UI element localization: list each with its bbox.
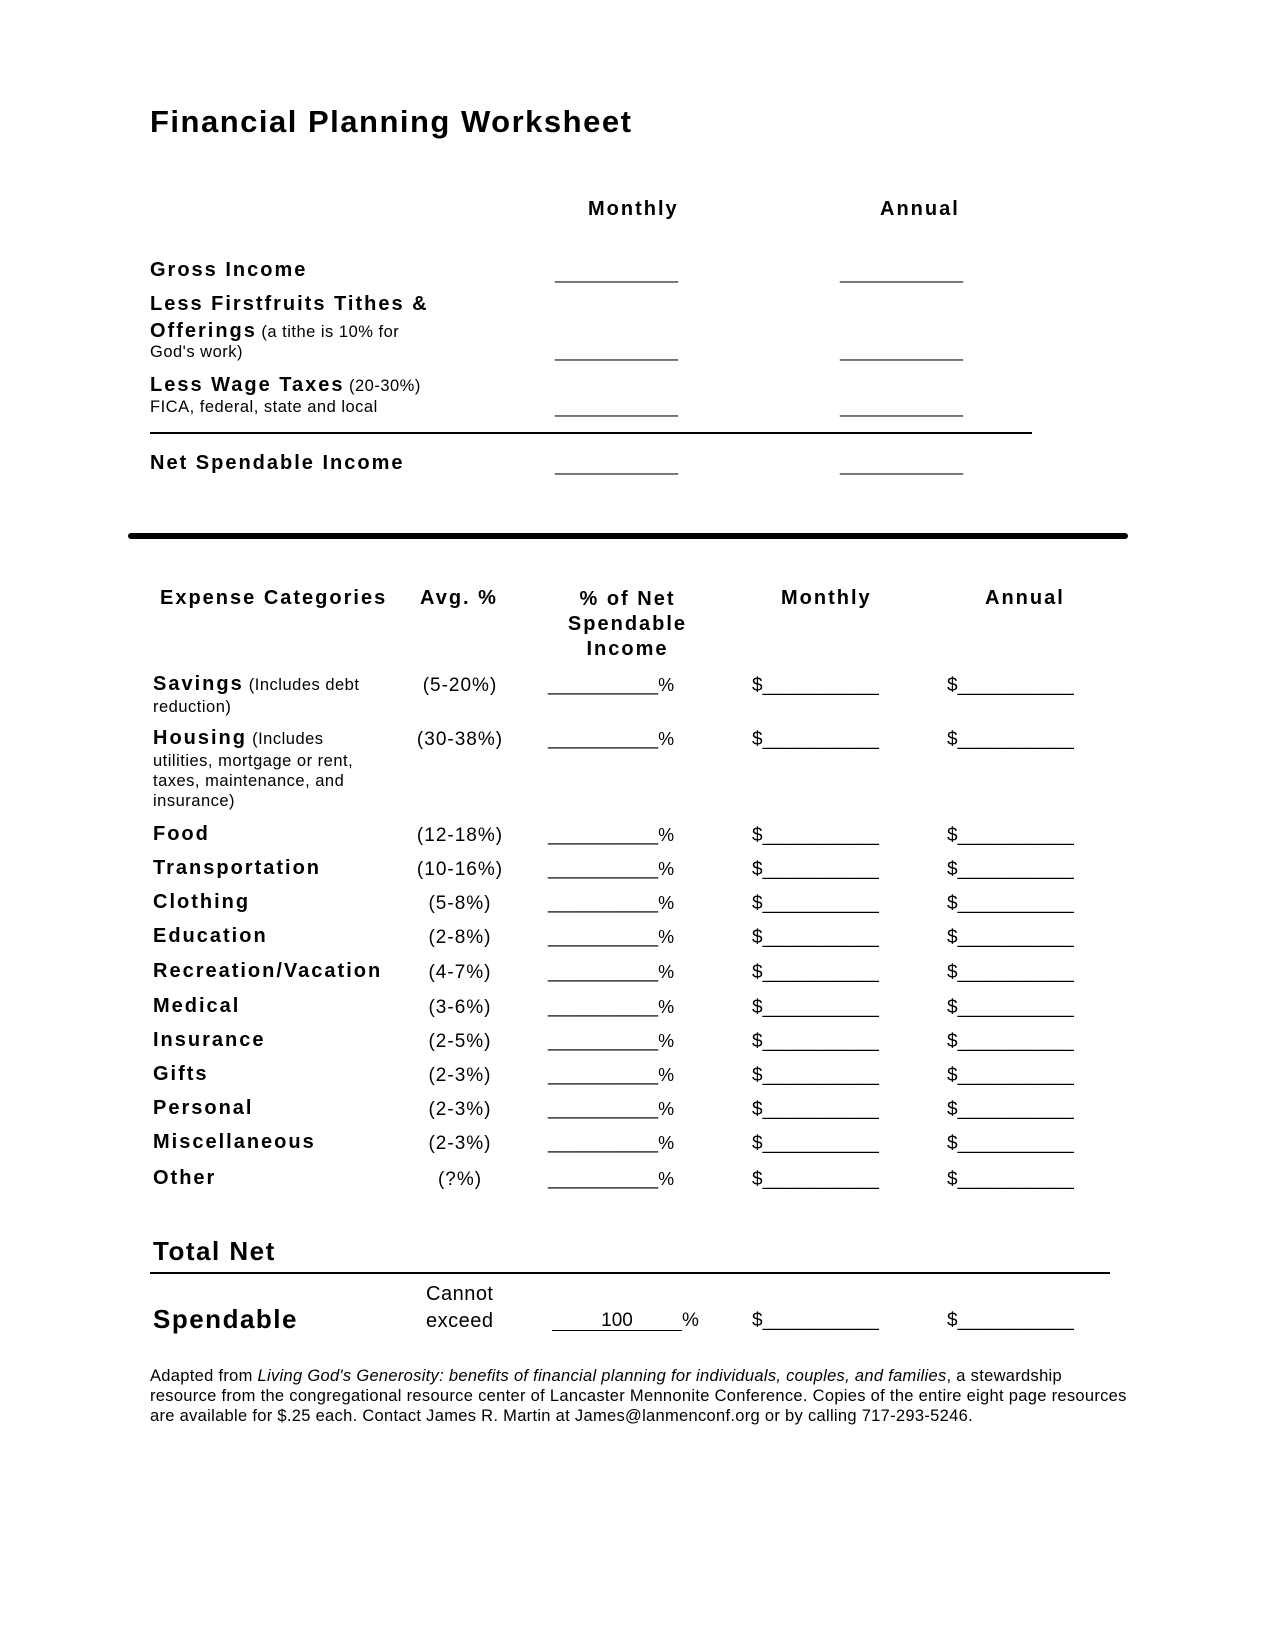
expense-category-name [153,925,268,948]
footer-source-title: Living God's Generosity: benefits of financial planning for individuals, couples, and families [257,1367,947,1385]
footer-suffix: , a stewardship resource from the congregational resource center of Lancaster Mennonite Conference. Copies of the entire eight page resources are available for $.25 each. Contact James R. Martin at James@lanmenconf.org or by calling 717-293-5246. [150,1367,1127,1425]
expense-pct-blank[interactable]: ___________% [548,859,675,879]
net-spendable-income-label: Net Spendable Income [150,452,405,474]
expense-category-name [153,1029,265,1052]
expense-category-label: Gifts [153,1063,209,1085]
gross-income-label: Gross Income [150,259,308,281]
expense-category-name [153,1167,216,1190]
expense-monthly-blank[interactable]: $___________ [752,893,879,914]
page-title: Financial Planning Worksheet [150,104,633,139]
expense-category-label: Medical [153,995,241,1017]
expense-monthly-blank[interactable]: $___________ [752,1099,879,1120]
expense-avg-range: (3-6%) [428,997,492,1018]
expense-category-note-line: reduction) [153,698,232,716]
spendable-label: Spendable [153,1304,298,1334]
expense-category-name [153,823,210,846]
expense-monthly-blank[interactable]: $___________ [752,927,879,948]
taxes-note: FICA, federal, state and local [150,398,378,416]
expense-category-name [153,995,240,1018]
tithes-note: (a tithe is 10% for [261,323,400,341]
expense-annual-blank[interactable]: $___________ [947,1099,1074,1120]
total-annual-blank[interactable]: $___________ [947,1310,1074,1331]
expense-avg-range: (2-3%) [428,1099,492,1120]
expense-monthly-blank[interactable]: $___________ [752,1065,879,1086]
taxes-monthly-blank[interactable]: _____________ [555,398,678,417]
expense-category-note: (Includes [252,730,324,748]
expense-category-label: Miscellaneous [153,1131,316,1153]
pct-net-header [545,587,710,662]
total-monthly-blank[interactable]: $___________ [752,1310,879,1331]
tithes-label-offerings: Offerings [150,320,257,342]
pct-net-header-line1: % of Net [579,588,676,610]
exceed-label: exceed [426,1310,494,1332]
tithes-note-line2: God's work) [150,343,244,361]
expense-pct-blank[interactable]: ___________% [548,729,675,749]
expense-avg-range: (2-3%) [428,1133,492,1154]
expense-category-name [153,1063,209,1086]
expense-pct-blank[interactable]: ___________% [548,997,675,1017]
expense-pct-blank[interactable]: ___________% [548,825,675,845]
expense-annual-blank[interactable]: $___________ [947,962,1074,983]
expense-annual-blank[interactable]: $___________ [947,997,1074,1018]
expense-annual-blank[interactable]: $___________ [947,675,1074,696]
taxes-label-line [150,374,421,397]
net-income-annual-blank[interactable]: _____________ [840,456,963,475]
expense-category-name [153,960,382,983]
expense-monthly-blank[interactable]: $___________ [752,1031,879,1052]
expense-category-note-line: insurance) [153,792,236,810]
tithes-monthly-blank[interactable]: _____________ [555,342,678,361]
cannot-label: Cannot [426,1283,494,1305]
expense-monthly-blank[interactable]: $___________ [752,675,879,696]
expense-category-name [153,891,250,914]
expense-pct-blank[interactable]: ___________% [548,1065,675,1085]
income-monthly-header: Monthly [588,198,679,220]
expense-avg-range: (12-18%) [416,825,504,846]
expense-categories-header: Expense Categories [160,587,388,609]
tithes-label-line2 [150,320,399,343]
expense-pct-blank[interactable]: ___________% [548,927,675,947]
expense-category-name [153,1097,253,1120]
expense-pct-blank[interactable]: ___________% [548,893,675,913]
expense-annual-blank[interactable]: $___________ [947,729,1074,750]
expense-pct-blank[interactable]: ___________% [548,1031,675,1051]
expense-annual-blank[interactable]: $___________ [947,893,1074,914]
expense-category-label: Savings [153,673,244,695]
pct-net-header-line2: Spendable [567,613,688,635]
expense-avg-range: (5-20%) [422,675,498,696]
taxes-range: (20-30%) [348,377,421,395]
expense-annual-blank[interactable]: $___________ [947,825,1074,846]
expense-monthly-blank[interactable]: $___________ [752,729,879,750]
total-pct-sign: % [682,1310,699,1331]
footer-prefix: Adapted from [150,1367,258,1385]
taxes-annual-blank[interactable]: _____________ [840,398,963,417]
expense-category-name [153,857,321,880]
expense-category-label: Personal [153,1097,254,1119]
tithes-label-line1: Less Firstfruits Tithes & [150,293,429,315]
gross-income-annual-blank[interactable]: _____________ [840,264,963,283]
taxes-label: Less Wage Taxes [150,374,345,396]
expense-monthly-blank[interactable]: $___________ [752,1133,879,1154]
tithes-annual-blank[interactable]: _____________ [840,342,963,361]
expense-monthly-blank[interactable]: $___________ [752,997,879,1018]
avg-percent-header: Avg. % [420,587,498,609]
total-net-label: Total Net [153,1236,276,1266]
expense-avg-range: (2-3%) [428,1065,492,1086]
expense-category-name [153,673,359,696]
income-annual-header: Annual [880,198,960,220]
expense-avg-range: (2-5%) [428,1031,492,1052]
expense-avg-range: (?%) [437,1169,483,1190]
expense-avg-range: (30-38%) [416,729,504,750]
expense-category-label: Recreation/Vacation [153,960,383,982]
expense-annual-blank[interactable]: $___________ [947,859,1074,880]
expense-category-label: Other [153,1167,217,1189]
expense-avg-range: (4-7%) [428,962,492,983]
gross-income-monthly-blank[interactable]: _____________ [555,264,678,283]
expense-annual-header: Annual [985,587,1065,609]
expense-category-label: Insurance [153,1029,266,1051]
expense-monthly-header: Monthly [781,587,872,609]
expense-monthly-blank[interactable]: $___________ [752,859,879,880]
total-divider [150,1272,1110,1274]
expense-category-label: Transportation [153,857,322,879]
section-divider-thick [128,533,1128,539]
expense-category-note-line: taxes, maintenance, and [153,772,345,790]
expense-pct-blank[interactable]: ___________% [548,1133,675,1153]
expense-monthly-blank[interactable]: $___________ [752,1169,879,1190]
expense-annual-blank[interactable]: $___________ [947,1169,1074,1190]
expense-category-name [153,727,324,750]
pct-net-header-line3: Income [586,638,669,660]
expense-category-label: Education [153,925,268,947]
expense-avg-range: (2-8%) [428,927,492,948]
income-divider [150,432,1032,434]
expense-annual-blank[interactable]: $___________ [947,1031,1074,1052]
expense-monthly-blank[interactable]: $___________ [752,962,879,983]
expense-category-note-line: utilities, mortgage or rent, [153,752,354,770]
expense-annual-blank[interactable]: $___________ [947,927,1074,948]
footer-note [150,1366,1130,1426]
expense-pct-blank[interactable]: ___________% [548,962,675,982]
expense-pct-blank[interactable]: ___________% [548,1099,675,1119]
expense-monthly-blank[interactable]: $___________ [752,825,879,846]
net-income-monthly-blank[interactable]: _____________ [555,456,678,475]
total-pct [552,1310,699,1332]
expense-category-label: Food [153,823,210,845]
expense-pct-blank[interactable]: ___________% [548,1169,675,1189]
expense-pct-blank[interactable]: ___________% [548,675,675,695]
expense-category-name [153,1131,316,1154]
expense-avg-range: (10-16%) [416,859,504,880]
expense-category-label: Clothing [153,891,251,913]
total-pct-value: 100 [552,1311,682,1331]
expense-avg-range: (5-8%) [428,893,492,914]
expense-annual-blank[interactable]: $___________ [947,1133,1074,1154]
expense-category-note: (Includes debt [248,676,360,694]
expense-annual-blank[interactable]: $___________ [947,1065,1074,1086]
expense-category-label: Housing [153,727,247,749]
